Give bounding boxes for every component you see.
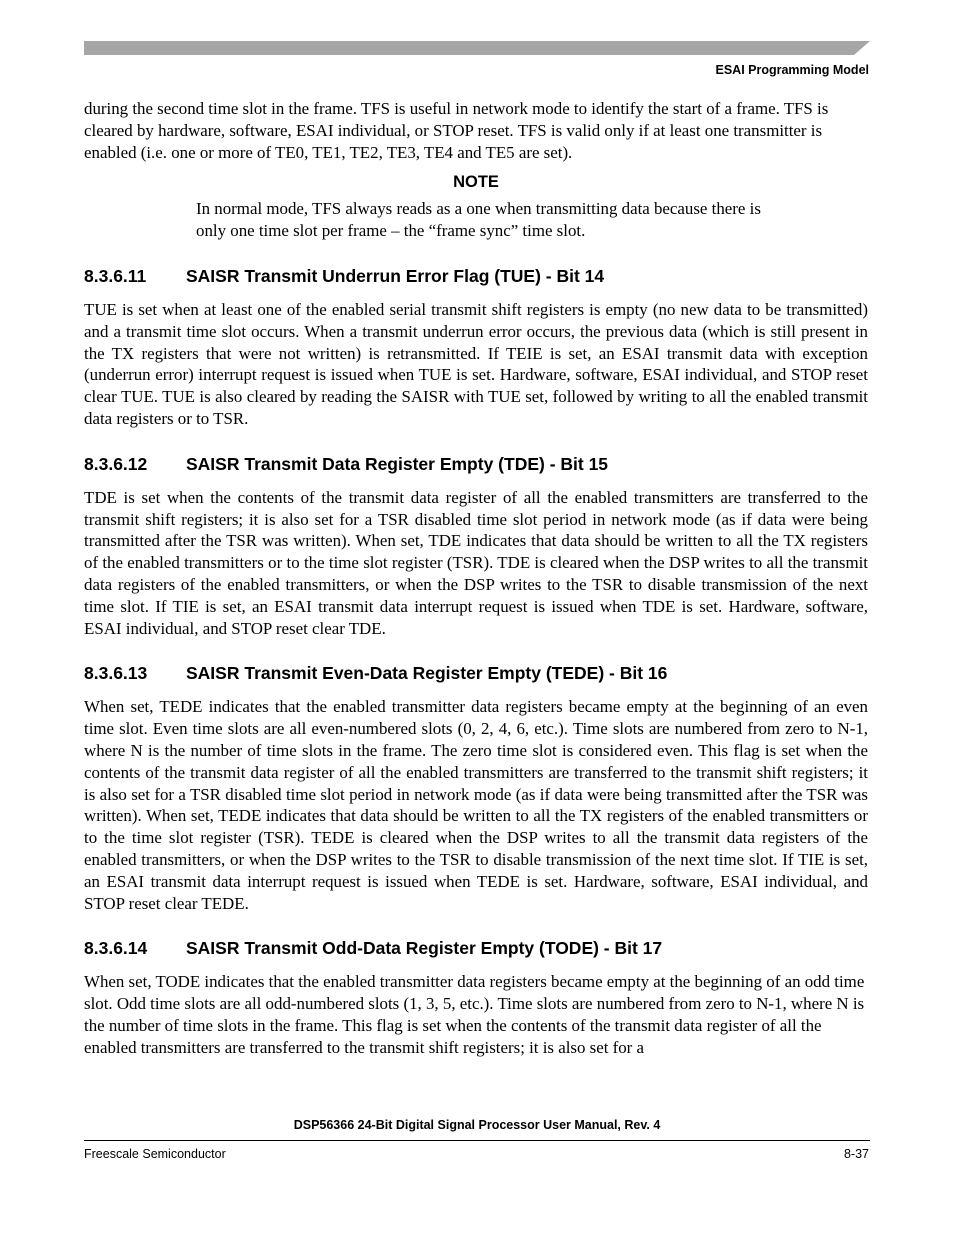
section-body: TDE is set when the contents of the transmit data register of all the enabled transmitters are transferred to the transmit shift registers; it is also set for a TSR disabled time slot period in network mode (as if data were being transmitted after the TSR was written). When set, TDE indicates that data should be written to all the TX registers of the enabled transmitters or to the time slot register (TSR). TDE is cleared when the DSP writes to all the transmit data registers of the enabled transmitters, or when the DSP writes to the TSR to disable transmission of the next time slot. If TIE is set, an ESAI transmit data interrupt request is issued when TDE is set. Hardware, software, ESAI individual, and STOP reset clear TDE. xyxy=(84,487,868,638)
section-number: 8.3.6.14 xyxy=(84,938,148,959)
section-number: 8.3.6.13 xyxy=(84,663,148,684)
page-number: 8-37 xyxy=(843,1147,869,1161)
footer-company: Freescale Semiconductor xyxy=(84,1147,226,1161)
section-title: SAISR Transmit Even-Data Register Empty (TEDE) - Bit 16 xyxy=(186,663,668,684)
section-tode xyxy=(84,938,868,1058)
section-number: 8.3.6.12 xyxy=(84,453,148,474)
section-number: 8.3.6.11 xyxy=(84,265,147,286)
section-title: SAISR Transmit Odd-Data Register Empty (TODE) - Bit 17 xyxy=(186,938,663,959)
section-tede xyxy=(84,663,868,914)
note-heading: NOTE xyxy=(453,173,499,192)
running-header: ESAI Programming Model xyxy=(715,63,869,77)
section-title: SAISR Transmit Underrun Error Flag (TUE) - Bit 14 xyxy=(186,265,605,286)
section-heading xyxy=(84,266,868,287)
section-heading xyxy=(84,663,868,684)
section-tue xyxy=(84,266,868,430)
section-title: SAISR Transmit Data Register Empty (TDE) - Bit 15 xyxy=(186,453,609,474)
header-bar xyxy=(84,41,870,55)
note-text: In normal mode, TFS always reads as a one when transmitting data because there is only one time slot per frame – the “frame sync” time slot. xyxy=(196,199,761,241)
section-heading xyxy=(84,938,868,959)
section-heading xyxy=(84,454,868,475)
page-content xyxy=(84,98,868,1059)
footer-divider xyxy=(84,1140,870,1141)
section-body: When set, TEDE indicates that the enabled transmitter data registers became empty at the beginning of an even time slot. Even time slots are all even-numbered slots (0, 2, 4, 6, etc.). Time slots are numbered from zero to N-1, where N is the number of time slots in the frame. The zero time slot is considered even. This flag is set when the contents of the transmit data register of all the enabled transmitters are transferred to the transmit shift registers; it is also set for a TSR disabled time slot period in network mode (as if data were being transmitted after the TSR was written). When set, TEDE indicates that data should be written to all the TX registers of the enabled transmitters or to the time slot register (TSR). TEDE is cleared when the DSP writes to all the transmit data registers of the enabled transmitters, or when the DSP writes to the TSR to disable transmission of the next time slot. If TIE is set, an ESAI transmit data interrupt request is issued when TEDE is set. Hardware, software, ESAI individual, and STOP reset clear TEDE. xyxy=(84,697,868,913)
section-body: When set, TODE indicates that the enabled transmitter data registers became empty at the beginning of an odd time slot. Odd time slots are all odd-numbered slots (1, 3, 5, etc.). Time slots are numbered from zero to N-1, where N is the number of time slots in the frame. This flag is set when the contents of the transmit data register of all the enabled transmitters are transferred to the transmit shift registers; it is also set for a xyxy=(84,972,865,1057)
intro-paragraph: during the second time slot in the frame. TFS is useful in network mode to identify the start of a frame. TFS is cleared by hardware, software, ESAI individual, or STOP reset. TFS is valid only if at least one transmitter is enabled (i.e. one or more of TE0, TE1, TE2, TE3, TE4 and TE5 are set). xyxy=(84,99,829,162)
footer-title: DSP56366 24-Bit Digital Signal Processor User Manual, Rev. 4 xyxy=(293,1118,661,1132)
section-body: TUE is set when at least one of the enabled serial transmit shift registers is empty (no new data to be transmitted) and a transmit time slot occurs. When a transmit underrun error occurs, the previous data (which is still present in the TX registers that were not written) is retransmitted. If TEIE is set, an ESAI transmit data with exception (underrun error) interrupt request is issued when TUE is set. Hardware, software, ESAI individual, and STOP reset clear TUE. TUE is also cleared by reading the SAISR with TUE set, followed by writing to all the enabled transmit data registers or to TSR. xyxy=(84,299,868,428)
note-box xyxy=(84,173,868,242)
section-tde xyxy=(84,454,868,640)
